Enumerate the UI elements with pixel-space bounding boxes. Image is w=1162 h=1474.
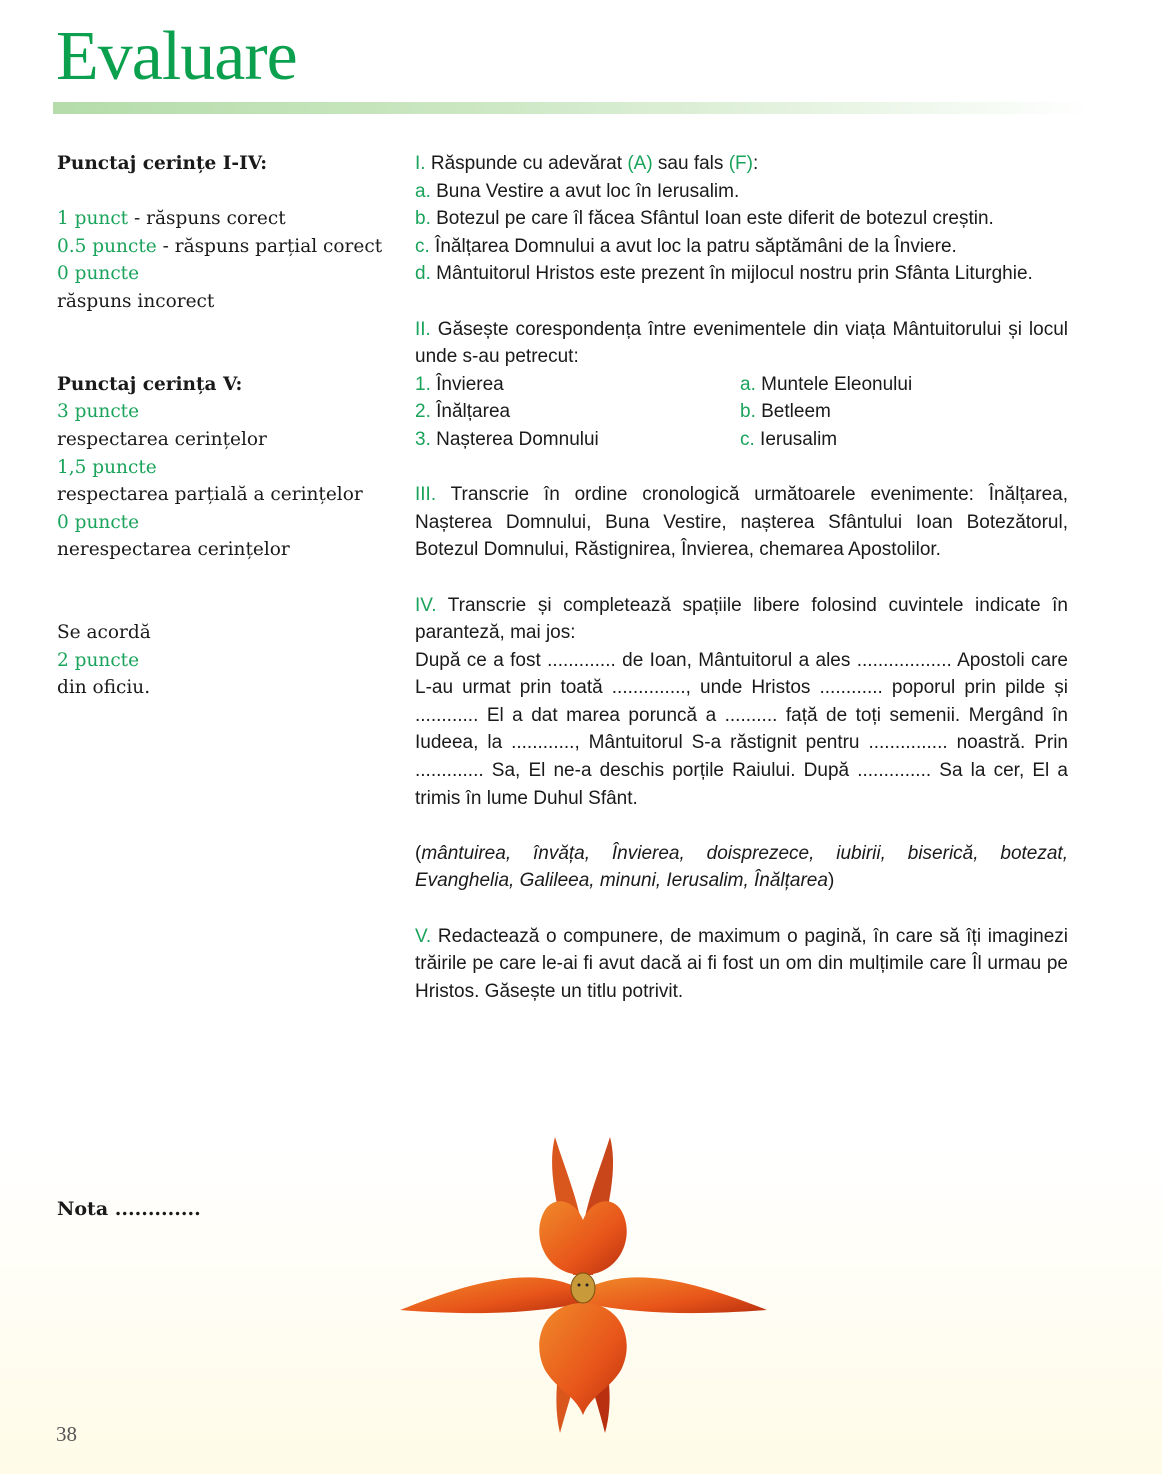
scoring-desc: răspuns incorect	[57, 290, 215, 312]
title-underline	[53, 102, 1093, 114]
exercise-III-prompt: III. Transcrie în ordine cronologică următoarele evenimente: Înălțarea, Nașterea Domnului, Buna Vestire, nașterea Sfântului Ioan Botezătorul, Botezul Domnului, Răstignirea, Învierea, chemarea Apostolilor.	[415, 484, 1068, 561]
page-number: 38	[56, 1422, 77, 1446]
grade-field: Nota .............	[57, 1198, 201, 1220]
exercise-I-item: d. Mântuitorul Hristos este prezent în mijlocul nostru prin Sfânta Liturghie.	[415, 263, 1033, 285]
exercises-column	[415, 150, 1068, 1005]
scoring-item: 0.5 puncte - răspuns parțial corect	[57, 235, 383, 257]
scoring-desc: respectarea parțială a cerințelor	[57, 484, 363, 506]
match-row: 1. Învierea a. Muntele Eleonului	[415, 373, 913, 395]
bonus-points: 2 puncte	[57, 649, 140, 671]
exercise-I-item: a. Buna Vestire a avut loc în Ierusalim.	[415, 180, 740, 202]
seraphim-icon	[395, 1125, 770, 1445]
exercise-II-prompt: II. Găsește corespondența între evenimentele din viața Mântuitorului și locul unde s-au petrecut:	[415, 318, 1068, 368]
exercise-IV-passage: După ce a fost ............. de Ioan, Mântuitorul a ales .................. Apostoli care L-au urmat prin toată .............., unde Hristos ............ poporul prin pilde și ............ El a dat marea poruncă a .......... față de toți semenii. Mergând în Iudeea, la ............, Mântuitorul S-a răstignit pentru ............... noastră. Prin ............. Sa, El ne-a deschis porțile Raiului. După .............. Sa la cer, El a trimis în lume Duhul Sfânt.	[415, 649, 1068, 809]
scoring-heading-1: Punctaj cerințe I-IV:	[57, 153, 268, 174]
scoring-points: 0 puncte	[57, 511, 140, 533]
exercise-I-item: b. Botezul pe care îl făcea Sfântul Ioan este diferit de botezul creștin.	[415, 208, 994, 230]
exercise-I-item: c. Înălțarea Domnului a avut loc la patru săptămâni de la Înviere.	[415, 235, 957, 257]
exercise-V-prompt: V. Redactează o compunere, de maximum o pagină, în care să îți imaginezi trăirile pe care le-ai fi avut dacă ai fi fost un om din mulțimile care Îl urmau pe Hristos. Găsește un titlu potrivit.	[415, 925, 1068, 1002]
scoring-desc: respectarea cerințelor	[57, 428, 267, 450]
exercise-I-prompt: I. Răspunde cu adevărat (A) sau fals (F):	[415, 153, 759, 174]
exercise-IV-word-bank: (mântuirea, învăța, Învierea, doisprezece, iubirii, biserică, botezat, Evanghelia, Galileea, minuni, Ierusalim, Înălțarea)	[415, 842, 1068, 892]
match-row: 3. Nașterea Domnului c. Ierusalim	[415, 428, 838, 450]
scoring-heading-2: Punctaj cerința V:	[57, 373, 243, 395]
scoring-points: 0 puncte	[57, 263, 140, 285]
bonus-suffix: din oficiu.	[57, 677, 151, 699]
scoring-item: 1 punct - răspuns corect	[57, 208, 286, 230]
page-title: Evaluare	[56, 18, 297, 95]
exercise-IV-prompt: IV. Transcrie și completează spațiile libere folosind cuvintele indicate în paranteză, mai jos:	[415, 594, 1068, 644]
scoring-points: 1,5 puncte	[57, 456, 157, 478]
scoring-desc: nerespectarea cerințelor	[57, 539, 290, 561]
scoring-points: 3 puncte	[57, 401, 140, 423]
scoring-column	[57, 150, 387, 702]
bonus-prefix: Se acordă	[57, 622, 151, 644]
match-row: 2. Înălțarea b. Betleem	[415, 401, 831, 423]
